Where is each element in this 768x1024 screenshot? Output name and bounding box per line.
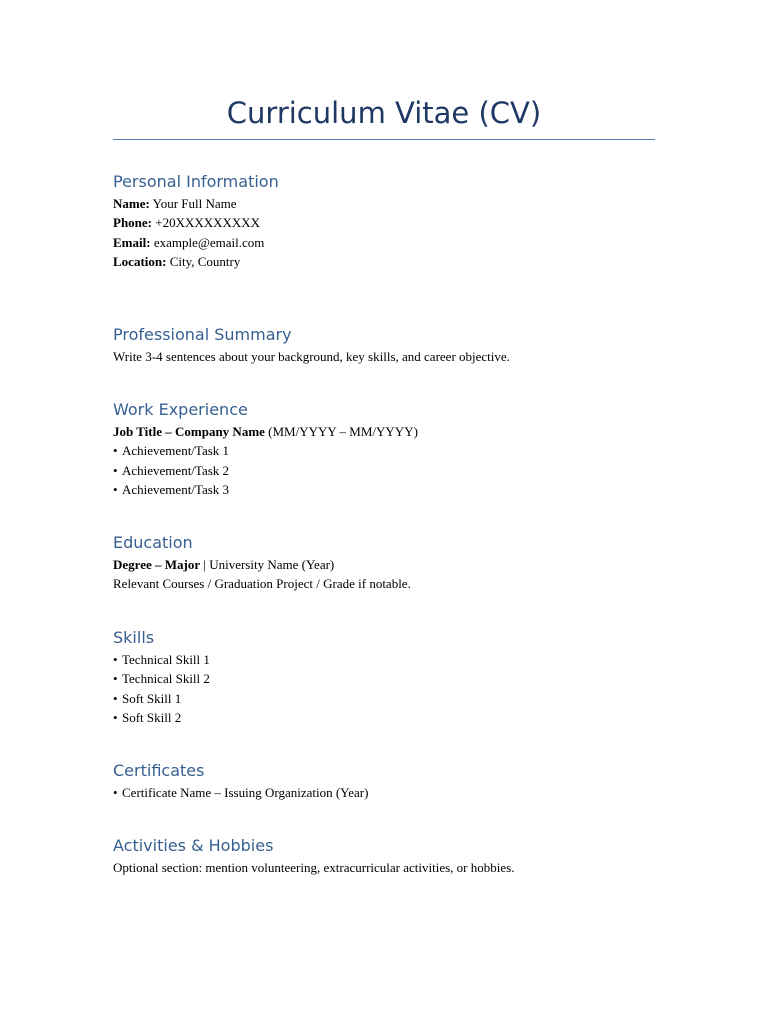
- email-value: example@email.com: [153, 234, 265, 250]
- bullet-icon: •: [113, 462, 118, 478]
- job-title: Job Title – Company Name: [113, 424, 265, 439]
- education-details: Relevant Courses / Graduation Project / Grade if notable.: [113, 576, 411, 592]
- location-line: [113, 252, 655, 271]
- email-label: Email:: [113, 234, 151, 250]
- location-value: City, Country: [169, 254, 241, 270]
- work-achievements-list: [113, 441, 655, 499]
- list-item: [113, 461, 655, 480]
- list-item: [113, 441, 655, 460]
- section-personal-information: [113, 171, 655, 272]
- section-skills: [113, 627, 655, 728]
- certificates-heading: Certificates: [113, 761, 205, 780]
- email-line: [113, 233, 655, 252]
- university-name: | University Name (Year): [203, 557, 335, 572]
- list-item: [113, 669, 655, 688]
- job-dates: (MM/YYYY – MM/YYYY): [268, 424, 418, 439]
- list-item: [113, 650, 655, 669]
- certificates-list: [113, 783, 655, 802]
- personal-information-heading: Personal Information: [113, 172, 279, 191]
- bullet-icon: •: [113, 482, 118, 498]
- professional-summary-heading: Professional Summary: [113, 325, 292, 344]
- name-line: [113, 194, 655, 213]
- list-item-text: Technical Skill 2: [122, 671, 210, 687]
- name-label: Name:: [113, 196, 150, 211]
- professional-summary-text: Write 3-4 sentences about your background, key skills, and career objective.: [113, 349, 510, 364]
- section-education: [113, 532, 655, 594]
- bullet-icon: •: [113, 443, 118, 459]
- bullet-icon: •: [113, 652, 118, 667]
- list-item-text: Achievement/Task 3: [122, 482, 230, 498]
- section-work-experience: [113, 399, 655, 500]
- work-experience-heading: Work Experience: [113, 400, 248, 419]
- document-title: Curriculum Vitae (CV): [226, 96, 542, 130]
- name-value: Your Full Name: [152, 196, 237, 211]
- activities-hobbies-text: Optional section: mention volunteering, extracurricular activities, or hobbies.: [113, 860, 515, 875]
- bullet-icon: •: [113, 785, 118, 800]
- bullet-icon: •: [113, 690, 118, 706]
- section-professional-summary: [113, 324, 655, 366]
- activities-hobbies-heading: Activities & Hobbies: [113, 836, 274, 855]
- list-item-text: Soft Skill 1: [122, 690, 182, 706]
- skills-heading: Skills: [113, 628, 155, 647]
- list-item-text: Soft Skill 2: [122, 710, 182, 726]
- list-item-text: Technical Skill 1: [122, 652, 210, 667]
- title-divider: [113, 139, 655, 140]
- degree-major: Degree – Major: [113, 557, 201, 572]
- skills-list: [113, 650, 655, 728]
- list-item-text: Achievement/Task 1: [122, 443, 230, 459]
- list-item: [113, 783, 655, 802]
- list-item: [113, 708, 655, 727]
- list-item: [113, 480, 655, 499]
- phone-value: +20XXXXXXXXX: [155, 215, 261, 231]
- list-item-text: Achievement/Task 2: [122, 462, 230, 478]
- degree-line: [113, 555, 655, 574]
- phone-line: [113, 213, 655, 232]
- education-heading: Education: [113, 533, 193, 552]
- phone-label: Phone:: [113, 215, 152, 231]
- section-certificates: [113, 760, 655, 802]
- section-activities-hobbies: [113, 835, 655, 877]
- list-item: [113, 689, 655, 708]
- bullet-icon: •: [113, 710, 118, 726]
- bullet-icon: •: [113, 671, 118, 687]
- location-label: Location:: [113, 254, 167, 270]
- job-line: [113, 422, 655, 441]
- list-item-text: Certificate Name – Issuing Organization (Year): [122, 785, 369, 800]
